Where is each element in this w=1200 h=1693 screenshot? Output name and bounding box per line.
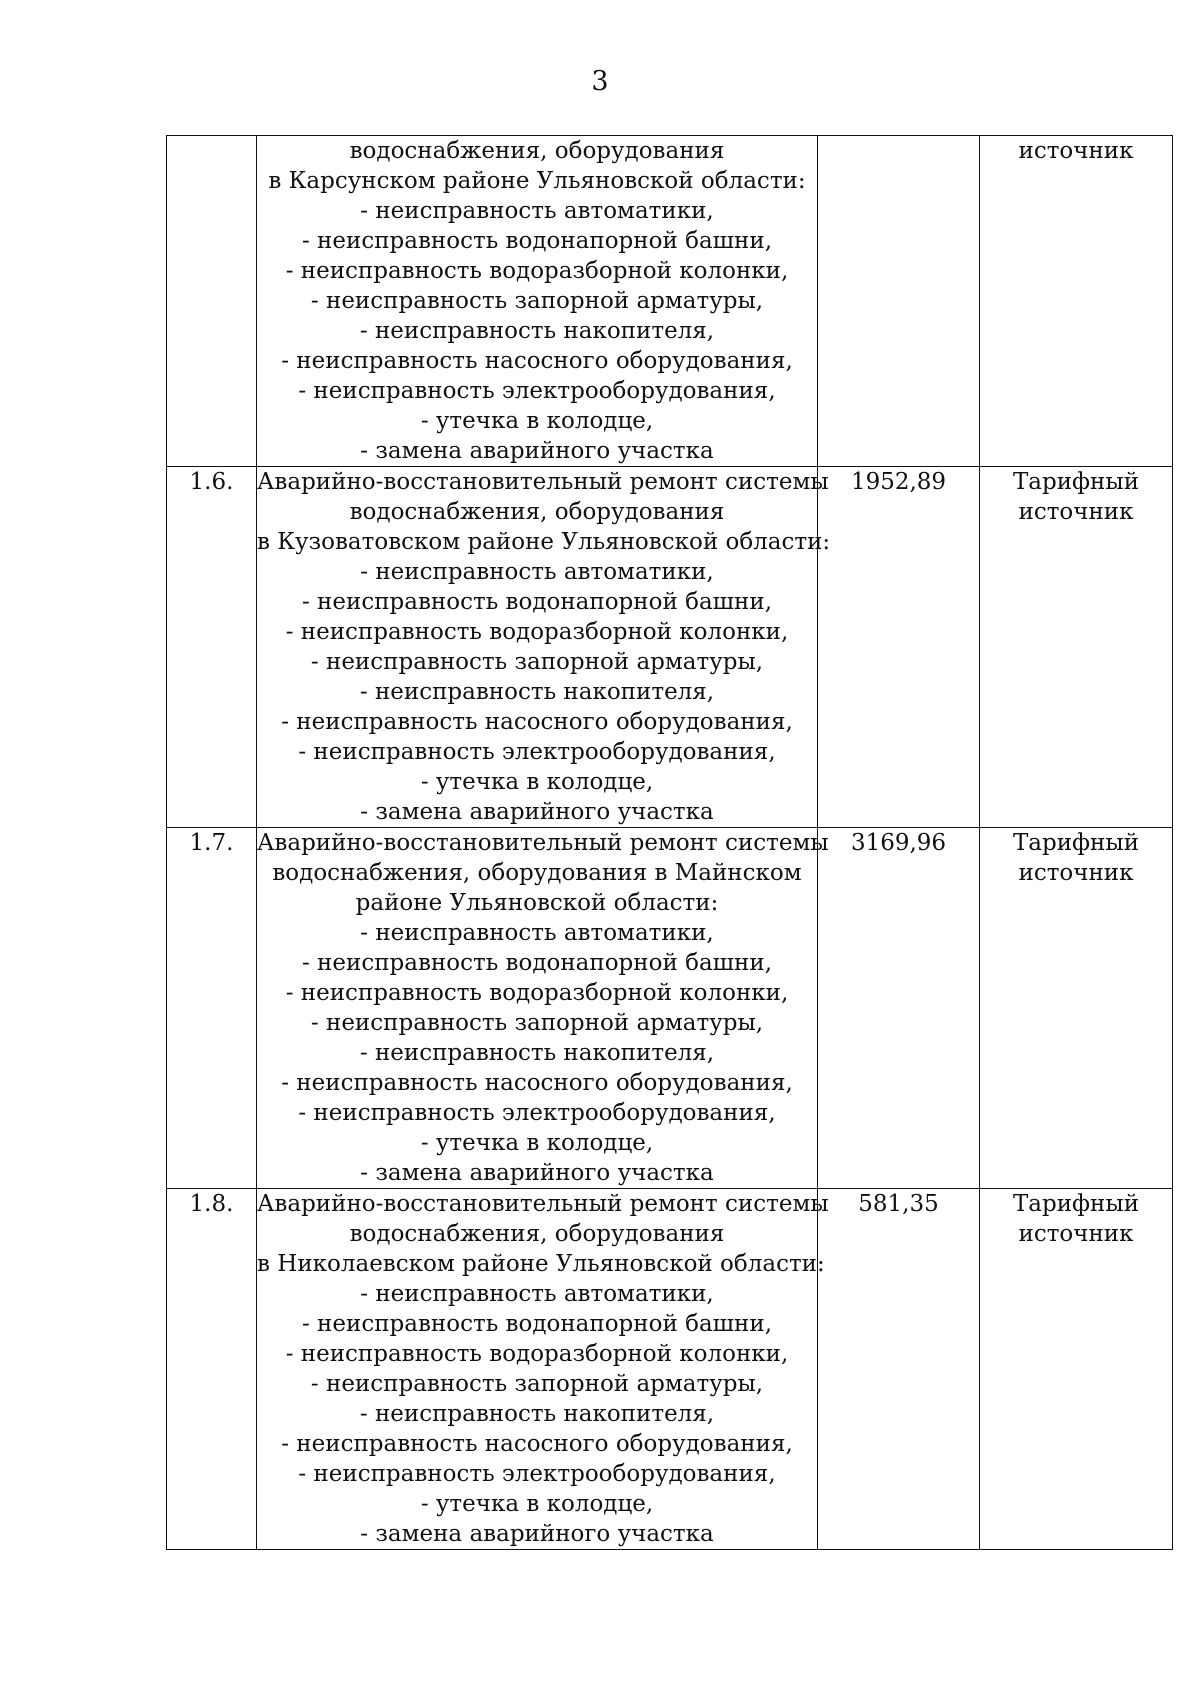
list-item: - неисправность насосного оборудования,	[281, 348, 793, 374]
list-item: - неисправность насосного оборудования,	[281, 709, 793, 735]
title-line: водоснабжения, оборудования	[349, 1221, 725, 1247]
list-item: - неисправность запорной арматуры,	[310, 649, 764, 675]
list-item: - неисправность автоматики,	[360, 559, 714, 585]
list-item: - неисправность водоразборной колонки,	[285, 980, 789, 1006]
source-line: Тарифный	[1012, 469, 1140, 495]
table-row	[167, 828, 1173, 1189]
row-number: 1.8.	[167, 1189, 257, 1550]
title-line: в Николаевском районе Ульяновской области:	[257, 1251, 825, 1277]
list-item: - неисправность накопителя,	[359, 679, 715, 705]
title-line: водоснабжения, оборудования	[349, 138, 725, 164]
list-item: - неисправность автоматики,	[360, 1281, 714, 1307]
row-description	[257, 467, 831, 828]
list-item: - замена аварийного участка	[360, 1521, 714, 1547]
list-item: - неисправность электрооборудования,	[298, 1100, 776, 1126]
source-line: Тарифный	[1012, 830, 1140, 856]
list-item: - неисправность накопителя,	[359, 1040, 715, 1066]
list-item: - неисправность запорной арматуры,	[310, 288, 764, 314]
row-amount: 581,35	[818, 1189, 980, 1550]
list-item: - неисправность водонапорной башни,	[301, 228, 773, 254]
list-item: - неисправность автоматики,	[360, 920, 714, 946]
source-line: источник	[1018, 138, 1134, 164]
repair-table	[166, 135, 1173, 1550]
list-item: - неисправность водоразборной колонки,	[285, 619, 789, 645]
row-source	[980, 136, 1173, 467]
list-item: - замена аварийного участка	[360, 1160, 714, 1186]
row-amount	[818, 136, 980, 467]
list-item: - неисправность автоматики,	[360, 198, 714, 224]
table-row	[167, 467, 1173, 828]
source-line: источник	[1018, 1221, 1134, 1247]
list-item: - неисправность насосного оборудования,	[281, 1070, 793, 1096]
row-number	[167, 136, 257, 467]
title-line: водоснабжения, оборудования	[349, 499, 725, 525]
list-item: - неисправность накопителя,	[359, 318, 715, 344]
list-item: - утечка в колодце,	[420, 408, 654, 434]
list-item: - замена аварийного участка	[360, 438, 714, 464]
list-item: - неисправность водонапорной башни,	[301, 1311, 773, 1337]
row-source	[980, 828, 1173, 1189]
title-line: Аварийно-восстановительный ремонт системы	[257, 830, 829, 856]
row-number: 1.6.	[167, 467, 257, 828]
table-row	[167, 136, 1173, 467]
row-description	[257, 136, 818, 467]
title-line: Аварийно-восстановительный ремонт системы	[257, 1191, 829, 1217]
title-line: Аварийно-восстановительный ремонт системы	[257, 469, 829, 495]
row-source	[980, 467, 1173, 828]
title-line: водоснабжения, оборудования в Майнском	[272, 860, 802, 886]
list-item: - неисправность водоразборной колонки,	[285, 258, 789, 284]
source-line: Тарифный	[1012, 1191, 1140, 1217]
row-number: 1.7.	[167, 828, 257, 1189]
row-description	[257, 828, 829, 1189]
list-item: - неисправность запорной арматуры,	[310, 1010, 764, 1036]
row-description	[257, 1189, 829, 1550]
title-line: районе Ульяновской области:	[355, 890, 719, 916]
row-source	[980, 1189, 1173, 1550]
list-item: - неисправность накопителя,	[359, 1401, 715, 1427]
title-line: в Кузоватовском районе Ульяновской области:	[257, 529, 831, 555]
list-item: - неисправность водонапорной башни,	[301, 589, 773, 615]
list-item: - неисправность насосного оборудования,	[281, 1431, 793, 1457]
list-item: - неисправность электрооборудования,	[298, 739, 776, 765]
source-line: источник	[1018, 860, 1134, 886]
list-item: - замена аварийного участка	[360, 799, 714, 825]
row-amount: 1952,89	[818, 467, 980, 828]
list-item: - утечка в колодце,	[420, 1491, 654, 1517]
page-number: 3	[591, 66, 609, 97]
list-item: - неисправность электрооборудования,	[298, 1461, 776, 1487]
table-row	[167, 1189, 1173, 1550]
list-item: - неисправность водоразборной колонки,	[285, 1341, 789, 1367]
list-item: - утечка в колодце,	[420, 769, 654, 795]
list-item: - утечка в колодце,	[420, 1130, 654, 1156]
list-item: - неисправность запорной арматуры,	[310, 1371, 764, 1397]
title-line: в Карсунском районе Ульяновской области:	[268, 168, 806, 194]
row-amount: 3169,96	[818, 828, 980, 1189]
source-line: источник	[1018, 499, 1134, 525]
list-item: - неисправность электрооборудования,	[298, 378, 776, 404]
list-item: - неисправность водонапорной башни,	[301, 950, 773, 976]
